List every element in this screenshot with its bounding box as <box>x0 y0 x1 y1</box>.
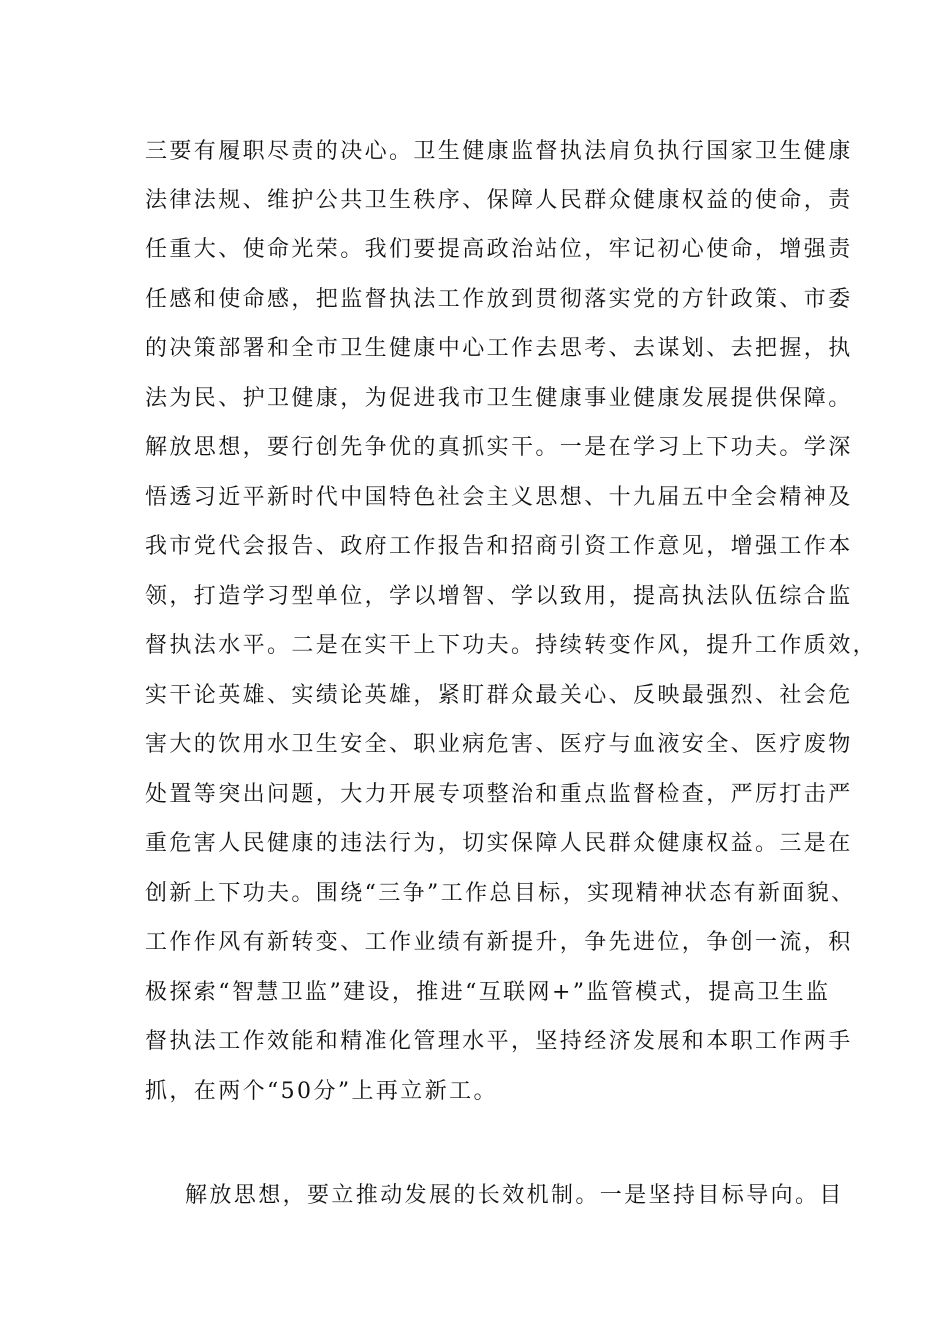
text-line: 任重大、使命光荣。我们要提高政治站位，牢记初心使命，增强责 <box>145 237 853 262</box>
text-line: 法为民、护卫健康，为促进我市卫生健康事业健康发展提供保障。 <box>145 386 853 411</box>
text-line: 解放思想，要行创先争优的真抓实干。一是在学习上下功夫。学深 <box>145 435 853 460</box>
text-line: 害大的饮用水卫生安全、职业病危害、医疗与血液安全、医疗废物 <box>145 732 853 757</box>
text-line: 任感和使命感，把监督执法工作放到贯彻落实党的方针政策、市委 <box>145 287 853 312</box>
text-line: 实干论英雄、实绩论英雄，紧盯群众最关心、反映最强烈、社会危 <box>145 683 853 708</box>
text-line: 领，打造学习型单位，学以增智、学以致用，提高执法队伍综合监 <box>145 584 853 609</box>
text-line: 处置等突出问题，大力开展专项整治和重点监督检查，严厉打击严 <box>145 782 853 807</box>
text-line: 创新上下功夫。围绕“三争”工作总目标，实现精神状态有新面貌、 <box>145 881 856 906</box>
text-line: 法律法规、维护公共卫生秩序、保障人民群众健康权益的使命，责 <box>145 188 853 213</box>
text-line: 抓，在两个“50分”上再立新工。 <box>145 1079 498 1104</box>
text-line: 重危害人民健康的违法行为，切实保障人民群众健康权益。三是在 <box>145 831 853 856</box>
text-line: 三要有履职尽责的决心。卫生健康监督执法肩负执行国家卫生健康 <box>145 139 853 164</box>
paragraph-first-line: 解放思想，要立推动发展的长效机制。一是坚持目标导向。目 <box>185 1183 844 1208</box>
text-line: 的决策部署和全市卫生健康中心工作去思考、去谋划、去把握，执 <box>145 336 853 361</box>
text-line: 极探索“智慧卫监”建设，推进“互联网+”监管模式，提高卫生监 <box>145 980 831 1005</box>
text-line: 督执法水平。二是在实干上下功夫。持续转变作风，提升工作质效， <box>145 633 878 658</box>
text-line: 我市党代会报告、政府工作报告和招商引资工作意见，增强工作本 <box>145 534 853 559</box>
text-line: 督执法工作效能和精准化管理水平，坚持经济发展和本职工作两手 <box>145 1029 853 1054</box>
text-line: 工作作风有新转变、工作业绩有新提升，争先进位，争创一流，积 <box>145 930 853 955</box>
text-line: 悟透习近平新时代中国特色社会主义思想、十九届五中全会精神及 <box>145 485 853 510</box>
